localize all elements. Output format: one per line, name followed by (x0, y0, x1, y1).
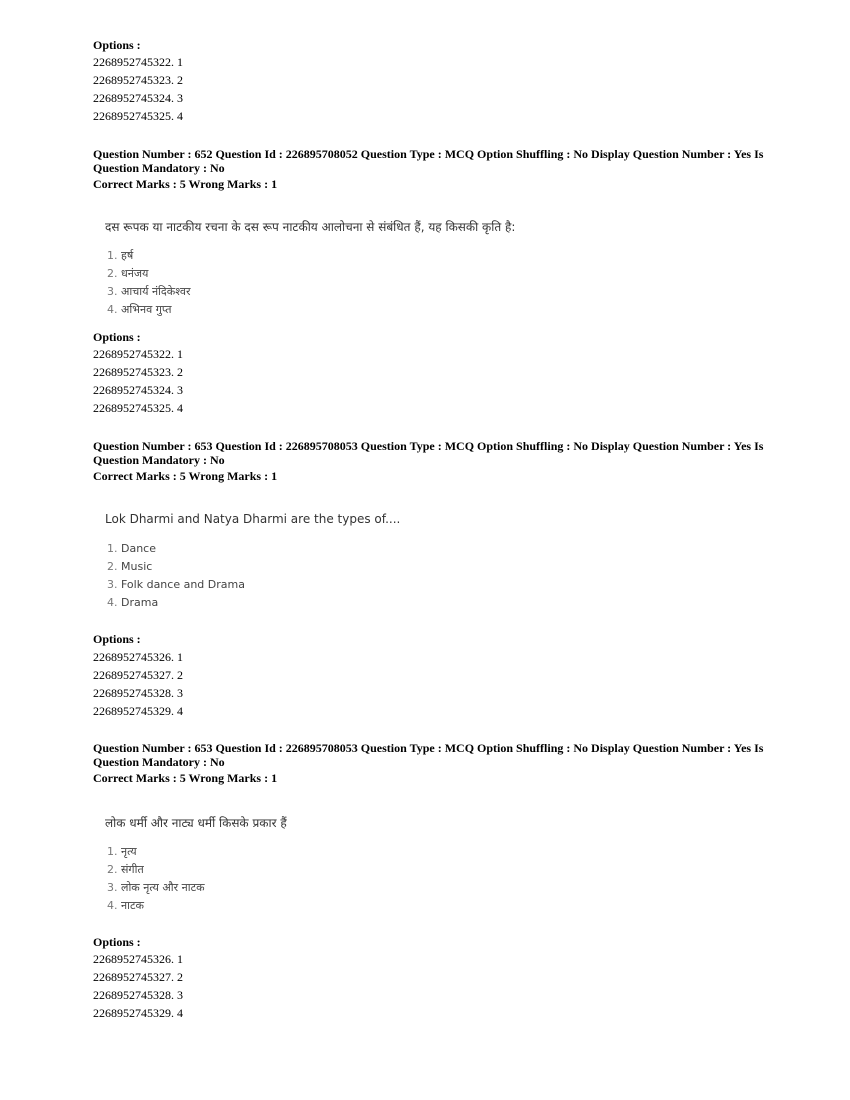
options-label: Options : (93, 330, 141, 344)
choice-text: अभिनव गुप्त (121, 303, 172, 316)
options-label: Options : (93, 935, 141, 949)
option-id-4: 2268952745325. 4 (93, 401, 183, 415)
option-id-1: 2268952745326. 1 (93, 952, 183, 966)
choice-number: 4. (107, 596, 118, 609)
choice-text: संगीत (121, 863, 144, 876)
option-id-3: 2268952745324. 3 (93, 91, 183, 105)
options-label: Options : (93, 38, 141, 52)
choice-text: लोक नृत्य और नाटक (121, 881, 205, 894)
question-meta: Question Number : 653 Question Id : 226895708053 Question Type : MCQ Option Shuffling : No Display Question Number : Yes Is Question Mandatory : No (93, 741, 764, 769)
choice-number: 1. (107, 845, 118, 858)
option-id-1: 2268952745326. 1 (93, 650, 183, 664)
choice-text: धनंजय (121, 267, 149, 280)
choice-text: आचार्य नंदिकेश्वर (121, 285, 191, 298)
question-text: लोक धर्मी और नाट्य धर्मी किसके प्रकार हैं (105, 816, 287, 830)
choice-item (107, 560, 152, 573)
option-id-3: 2268952745328. 3 (93, 988, 183, 1002)
option-id-2: 2268952745327. 2 (93, 970, 183, 984)
choice-item (107, 862, 144, 877)
option-id-2: 2268952745323. 2 (93, 365, 183, 379)
choice-number: 2. (107, 267, 118, 280)
choice-text: हर्ष (121, 249, 134, 262)
choice-text: Drama (121, 596, 159, 609)
question-text: Lok Dharmi and Natya Dharmi are the types of.... (105, 512, 401, 526)
choice-number: 3. (107, 881, 118, 894)
choice-item (107, 302, 172, 317)
choice-item (107, 248, 133, 263)
choice-item (107, 880, 205, 895)
option-id-1: 2268952745322. 1 (93, 347, 183, 361)
choice-number: 1. (107, 249, 118, 262)
choice-text: Folk dance and Drama (121, 578, 245, 591)
option-id-4: 2268952745325. 4 (93, 109, 183, 123)
choice-text: नृत्य (121, 845, 137, 858)
question-meta: Question Number : 652 Question Id : 226895708052 Question Type : MCQ Option Shuffling : No Display Question Number : Yes Is Question Mandatory : No (93, 147, 764, 175)
question-marks: Correct Marks : 5 Wrong Marks : 1 (93, 771, 278, 785)
choice-item (107, 578, 245, 591)
question-meta: Question Number : 653 Question Id : 226895708053 Question Type : MCQ Option Shuffling : No Display Question Number : Yes Is Question Mandatory : No (93, 439, 764, 467)
choice-item (107, 596, 158, 609)
choice-text: नाटक (121, 899, 144, 912)
option-id-4: 2268952745329. 4 (93, 704, 183, 718)
choice-number: 4. (107, 303, 118, 316)
options-label: Options : (93, 632, 141, 646)
choice-text: Music (121, 560, 153, 573)
choice-number: 3. (107, 578, 118, 591)
choice-text: Dance (121, 542, 156, 555)
choice-item (107, 284, 191, 299)
option-id-2: 2268952745327. 2 (93, 668, 183, 682)
choice-item (107, 266, 148, 281)
question-text: दस रूपक या नाटकीय रचना के दस रूप नाटकीय आलोचना से संबंधित हैं, यह किसकी कृति है: (105, 220, 516, 234)
choice-number: 4. (107, 899, 118, 912)
choice-item (107, 844, 137, 859)
choice-number: 2. (107, 863, 118, 876)
choice-number: 3. (107, 285, 118, 298)
choice-number: 1. (107, 542, 118, 555)
option-id-3: 2268952745324. 3 (93, 383, 183, 397)
choice-number: 2. (107, 560, 118, 573)
question-marks: Correct Marks : 5 Wrong Marks : 1 (93, 469, 278, 483)
question-marks: Correct Marks : 5 Wrong Marks : 1 (93, 177, 278, 191)
choice-item (107, 898, 144, 913)
choice-item (107, 542, 156, 555)
option-id-4: 2268952745329. 4 (93, 1006, 183, 1020)
option-id-2: 2268952745323. 2 (93, 73, 183, 87)
option-id-1: 2268952745322. 1 (93, 55, 183, 69)
option-id-3: 2268952745328. 3 (93, 686, 183, 700)
